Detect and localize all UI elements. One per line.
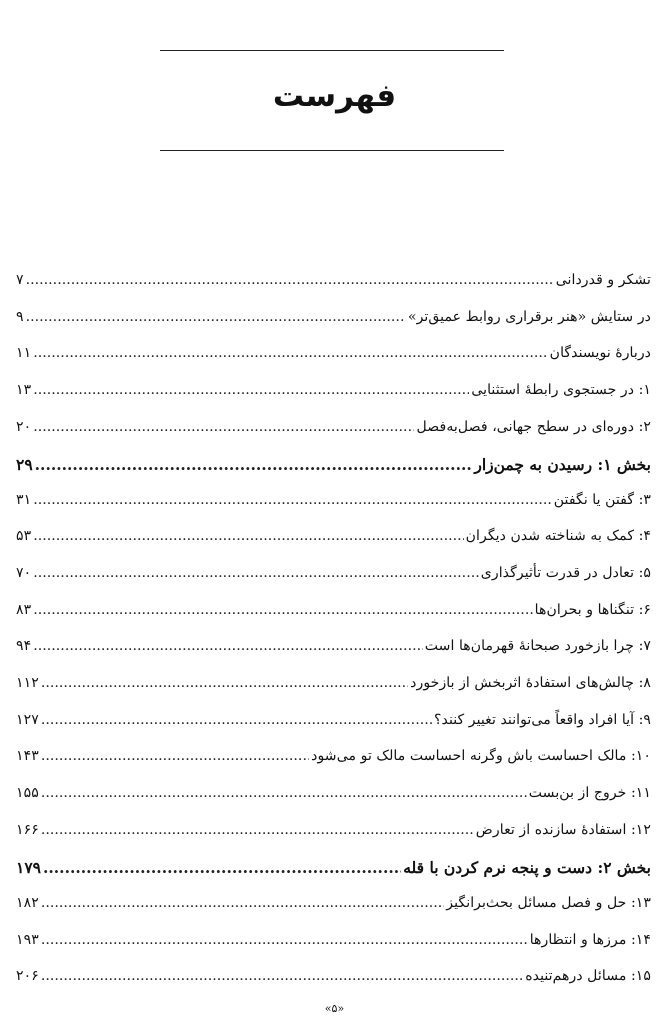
toc-entry-label: ۹: آیا افراد واقعاً می‌توانند تغییر کنند؟: [433, 711, 651, 728]
dot-leader: [33, 345, 547, 361]
dot-leader: [33, 602, 532, 618]
toc-entry-page: ۷۰: [16, 565, 32, 582]
toc-entry: [16, 675, 651, 712]
toc-entry: [16, 785, 651, 822]
toc-entry-page: ۱۴۳: [16, 748, 39, 765]
toc-entry: [16, 748, 651, 785]
title-bottom-rule: [160, 150, 504, 151]
toc-entry-page: ۹: [16, 308, 24, 325]
toc-entry: [16, 968, 651, 1005]
toc-entry: [16, 419, 651, 456]
toc-entry: [16, 712, 651, 749]
toc-part-heading: [16, 858, 651, 895]
toc-entry: [16, 565, 651, 602]
dot-leader: [26, 272, 554, 288]
dot-leader: [41, 968, 523, 984]
dot-leader: [33, 565, 479, 581]
page-title: فهرست: [272, 78, 397, 114]
toc-entry-page: ۲۹: [16, 455, 33, 475]
toc-entry-label: ۱: در جستجوی رابطهٔ استثنایی: [471, 381, 651, 398]
toc-entry: [16, 895, 651, 932]
toc-entry: [16, 345, 651, 382]
toc-entry-page: ۱۳: [16, 381, 32, 398]
toc-entry-page: ۳۱: [16, 491, 32, 508]
toc-entry: [16, 932, 651, 969]
title-top-rule: [160, 50, 504, 51]
toc-entry: [16, 822, 651, 859]
toc-entry-label: بخش ۲: دست و پنجه نرم کردن با قله: [403, 858, 651, 878]
toc-entry-label: ۶: تنگناها و بحران‌ها: [534, 601, 651, 618]
dot-leader: [33, 419, 414, 435]
dot-leader: [33, 528, 463, 544]
dot-leader: [26, 309, 406, 325]
toc-part-heading: [16, 455, 651, 492]
toc-entry-page: ۹۴: [16, 638, 32, 655]
toc-entry: [16, 492, 651, 529]
dot-leader: [41, 785, 527, 801]
toc-entry: [16, 382, 651, 419]
toc-entry-label: ۲: دوره‌ای در سطح جهانی، فصل‌به‌فصل: [416, 418, 651, 435]
toc-entry-page: ۱۹۳: [16, 931, 39, 948]
toc-entry-label: ۴: کمک به شناخته شدن دیگران: [465, 528, 651, 545]
toc-entry-page: ۱۶۶: [16, 821, 39, 838]
dot-leader: [41, 748, 309, 764]
toc-entry-label: ۱۲: استفادهٔ سازنده از تعارض: [475, 821, 651, 838]
toc-entry-page: ۲۰: [16, 418, 32, 435]
toc-entry: [16, 602, 651, 639]
dot-leader: [43, 858, 401, 877]
toc-entry: [16, 638, 651, 675]
toc-entry-page: ۱۵۵: [16, 784, 39, 801]
toc-entry-label: ۷: چرا بازخورد صبحانهٔ قهرمان‌ها است: [424, 638, 651, 655]
dot-leader: [33, 382, 469, 398]
toc-entry-page: ۷: [16, 272, 24, 288]
toc-entry-label: ۸: چالش‌های استفادهٔ اثربخش از بازخورد: [410, 675, 651, 692]
toc-entry-page: ۲۰۶: [16, 968, 39, 985]
toc-entry-label: دربارهٔ نویسندگان: [549, 345, 651, 362]
toc-entry-page: ۱۱: [16, 345, 32, 362]
dot-leader: [41, 822, 474, 838]
toc-entry-label: ۱۵: مسائل درهم‌تنیده: [525, 968, 651, 985]
dot-leader: [41, 932, 528, 948]
toc-entry-label: بخش ۱: رسیدن به چمن‌زار: [474, 455, 651, 475]
table-of-contents: [16, 272, 651, 1005]
dot-leader: [35, 455, 473, 474]
toc-entry-label: ۱۴: مرزها و انتظارها: [529, 931, 651, 948]
dot-leader: [33, 638, 422, 654]
toc-entry-page: ۱۸۲: [16, 894, 39, 911]
toc-entry-label: ۱۳: حل و فصل مسائل بحث‌برانگیز: [446, 894, 651, 911]
toc-entry: [16, 309, 651, 346]
toc-entry-page: ۱۷۹: [16, 858, 41, 878]
toc-entry-label: ۱۱: خروج از بن‌بست: [528, 784, 651, 801]
toc-entry-page: ۵۳: [16, 528, 32, 545]
toc-entry-label: ۳: گفتن یا نگفتن: [553, 491, 651, 508]
dot-leader: [41, 895, 444, 911]
toc-entry-label: ۱۰: مالک احساست باش وگرنه احساست مالک تو می‌شود: [311, 748, 651, 765]
dot-leader: [33, 492, 551, 508]
toc-entry-page: ۸۳: [16, 601, 32, 618]
toc-entry: [16, 528, 651, 565]
toc-entry-label: تشکر و قدردانی: [555, 272, 651, 288]
page-number: «۵»: [324, 1002, 345, 1015]
dot-leader: [41, 712, 432, 728]
toc-entry-label: ۵: تعادل در قدرت تأثیرگذاری: [480, 565, 651, 582]
toc-entry-page: ۱۱۲: [16, 675, 39, 692]
dot-leader: [41, 675, 408, 691]
toc-entry-page: ۱۲۷: [16, 711, 39, 728]
toc-entry: [16, 272, 651, 309]
toc-entry-label: در ستایش «هنر برقراری روابط عمیق‌تر»: [407, 308, 651, 325]
